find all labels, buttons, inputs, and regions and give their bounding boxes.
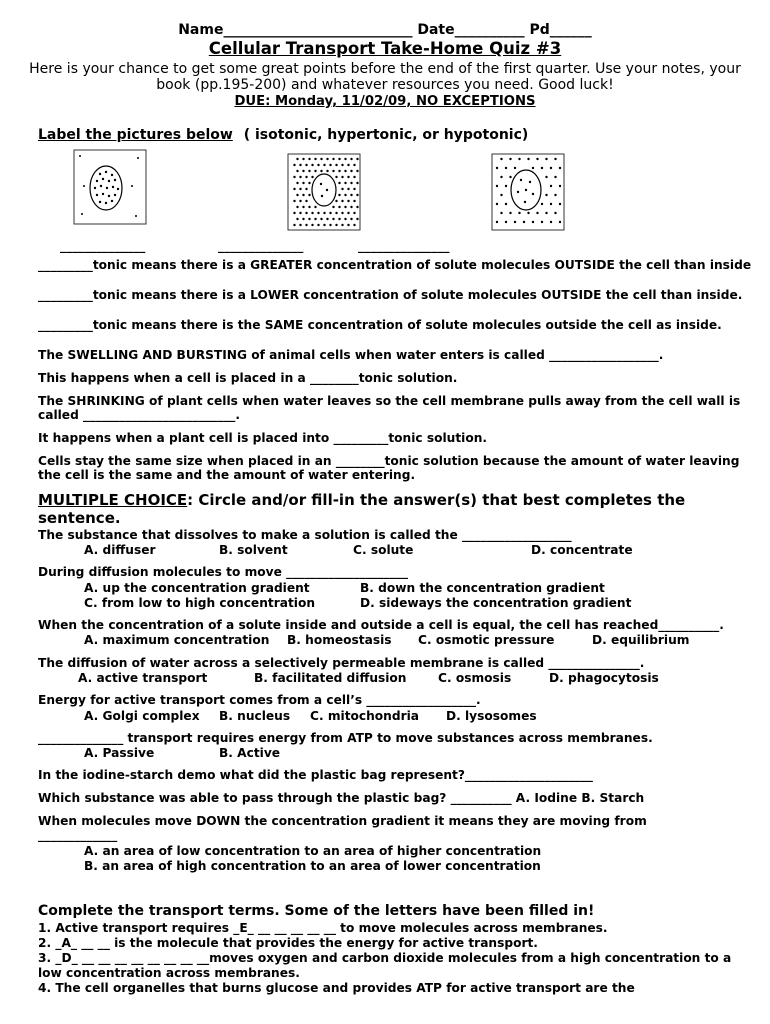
mc-heading-cont: sentence. [38, 509, 121, 527]
question-2: During diffusion molecules to move ____________________ [38, 565, 408, 579]
term-3: 3. _D_ __ __ __ __ __ __ __ __moves oxygen and carbon dioxide molecules from a high concentration to a [38, 951, 732, 965]
q2-option-a[interactable]: A. up the concentration gradient [84, 581, 310, 595]
page-title: Cellular Transport Take-Home Quiz #3 [208, 39, 562, 58]
statement-shrinking: The SHRINKING of plant cells when water leaves so the cell membrane pulls away from the cell wall is called _________________________. [38, 394, 741, 422]
due-date: DUE: Monday, 11/02/09, NO EXCEPTIONS [234, 94, 536, 109]
question-9: When molecules move DOWN the concentration gradient it means they are moving from [38, 814, 647, 828]
label-options: ( isotonic, hypertonic, or hypotonic) [243, 127, 529, 143]
q3-option-c[interactable]: C. osmotic pressure [418, 633, 555, 647]
q2-option-d[interactable]: D. sideways the concentration gradient [360, 596, 632, 610]
question-8: Which substance was able to pass through the plastic bag? __________ A. Iodine B. Starch [38, 791, 645, 805]
question-6: ______________ transport requires energy from ATP to move substances across membranes. [38, 731, 653, 745]
cell-diagram-2 [284, 150, 366, 236]
cell-diagram-3 [488, 150, 570, 236]
q5-option-c[interactable]: C. mitochondria [310, 709, 419, 723]
q9-option-a[interactable]: A. an area of low concentration to an area of higher concentration [84, 844, 542, 858]
q4-option-b[interactable]: B. facilitated diffusion [254, 671, 407, 685]
q5-option-d[interactable]: D. lysosomes [446, 709, 537, 723]
q6-option-b[interactable]: B. Active [219, 746, 281, 760]
label-heading-text: Label the pictures below [38, 127, 233, 143]
q5-option-a[interactable]: A. Golgi complex [84, 709, 200, 723]
question-5: Energy for active transport comes from a cell’s __________________. [38, 693, 481, 707]
label-heading [38, 127, 528, 143]
term-1: 1. Active transport requires _E_ __ __ __ __ __ to move molecules across membranes. [38, 921, 608, 935]
intro-line-1: Here is your chance to get some great points before the end of the first quarter. Use your notes, your [29, 61, 741, 77]
q3-option-b[interactable]: B. homeostasis [287, 633, 392, 647]
label-blank-2[interactable]: ______________ [218, 239, 304, 253]
q1-option-c[interactable]: C. solute [353, 543, 414, 557]
statement-swelling: The SWELLING AND BURSTING of animal cells when water enters is called __________________. [38, 348, 664, 362]
label-blank-3[interactable]: _______________ [358, 239, 450, 253]
q1-option-b[interactable]: B. solvent [219, 543, 288, 557]
q3-option-d[interactable]: D. equilibrium [592, 633, 690, 647]
q6-option-a[interactable]: A. Passive [84, 746, 155, 760]
q4-option-c[interactable]: C. osmosis [438, 671, 512, 685]
statement-placed-in: This happens when a cell is placed in a ________tonic solution. [38, 371, 458, 385]
definition-lower: _________tonic means there is a LOWER concentration of solute molecules OUTSIDE the cell than inside. [38, 288, 743, 302]
question-1: The substance that dissolves to make a solution is called the __________________ [38, 528, 572, 542]
q2-option-b[interactable]: B. down the concentration gradient [360, 581, 605, 595]
term-2: 2. _A_ __ __ is the molecule that provides the energy for active transport. [38, 936, 538, 950]
label-blank-1[interactable]: ______________ [60, 239, 146, 253]
cell-diagram-1 [70, 146, 152, 232]
mc-heading [38, 491, 685, 509]
intro-line-2: book (pp.195-200) and whatever resources you need. Good luck! [156, 77, 614, 93]
statement-plant-placed: It happens when a plant cell is placed into _________tonic solution. [38, 431, 488, 445]
terms-heading: Complete the transport terms. Some of the letters have been filled in! [38, 903, 595, 919]
mc-heading-rest: : Circle and/or fill-in the answer(s) that best completes the [187, 491, 686, 509]
term-4: 4. The cell organelles that burns glucose and provides ATP for active transport are the [38, 981, 635, 995]
definition-same: _________tonic means there is the SAME concentration of solute molecules outside the cell as inside. [38, 318, 722, 332]
q5-option-b[interactable]: B. nucleus [219, 709, 291, 723]
q3-option-a[interactable]: A. maximum concentration [84, 633, 270, 647]
mc-heading-label: MULTIPLE CHOICE [38, 491, 188, 509]
q1-option-a[interactable]: A. diffuser [84, 543, 156, 557]
q2-option-c[interactable]: C. from low to high concentration [84, 596, 315, 610]
statement-same-size: Cells stay the same size when placed in an ________tonic solution because the amount of water leaving the cell is the same and the amount of water entering. [38, 454, 740, 482]
q4-option-d[interactable]: D. phagocytosis [549, 671, 659, 685]
question-7: In the iodine-starch demo what did the plastic bag represent?_____________________ [38, 768, 593, 782]
name-date-period-line: Name___________________________ Date__________ Pd______ [178, 22, 592, 38]
q4-option-a[interactable]: A. active transport [78, 671, 208, 685]
definition-greater: _________tonic means there is a GREATER concentration of solute molecules OUTSIDE the cell than inside [38, 258, 752, 272]
question-3: When the concentration of a solute inside and outside a cell is equal, the cell has reached__________. [38, 618, 724, 632]
question-4: The diffusion of water across a selectively permeable membrane is called _______________. [38, 656, 645, 670]
q9-option-b[interactable]: B. an area of high concentration to an area of lower concentration [84, 859, 541, 873]
q9-blank[interactable]: _____________ [38, 828, 118, 842]
term-3-cont: low concentration across membranes. [38, 966, 300, 980]
q1-option-d[interactable]: D. concentrate [531, 543, 633, 557]
